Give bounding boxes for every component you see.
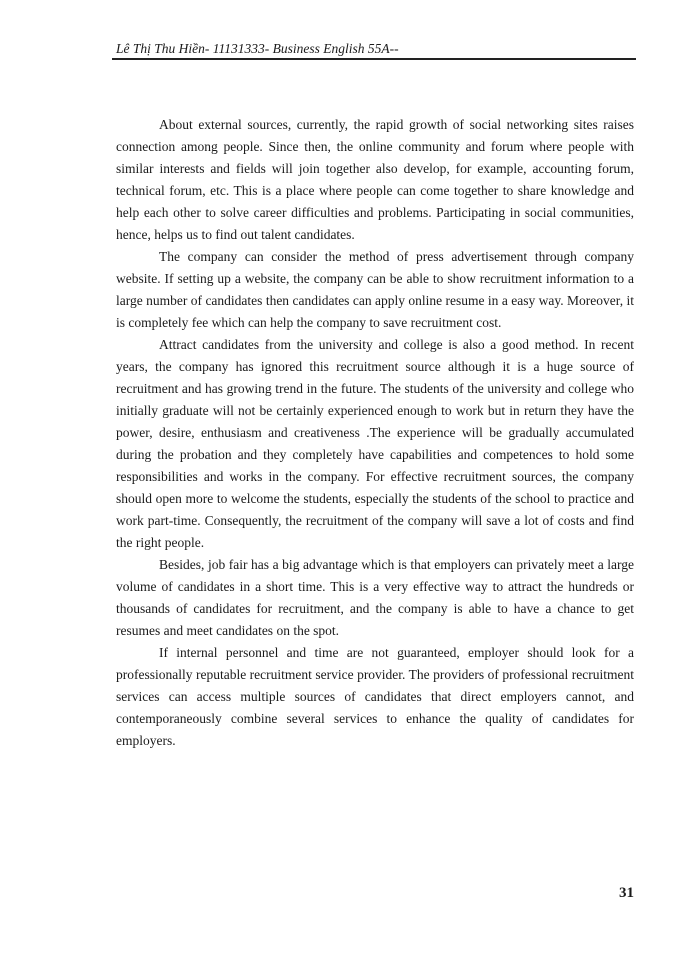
paragraph-job-fair: Besides, job fair has a big advantage which is that employers can privately meet a large volume of candidates in a short time. This is a very effective way to attract the hundreds or thousands of candidates for recruitment, and the company is able to have a chance to get resumes and meet candidates on the spot.	[116, 557, 634, 638]
page-number: 31	[619, 885, 634, 901]
paragraph-recruitment-service: If internal personnel and time are not guaranteed, employer should look for a professionally reputable recruitment service provider. The providers of professional recruitment services can access multiple sources of candidates that direct employers cannot, and contemporaneously combine several services to enhance the quality of candidates for employers.	[116, 645, 634, 748]
paragraph-external-sources: About external sources, currently, the rapid growth of social networking sites raises connection among people. Since then, the online community and forum where people with similar interests and fields will join together also develop, for example, accounting forum, technical forum, etc. This is a place where people can come together to share knowledge and help each other to solve career difficulties and problems. Participating in social communities, hence, helps us to find out talent candidates.	[116, 117, 634, 242]
body-text	[116, 114, 634, 752]
paragraph-university-candidates: Attract candidates from the university and college is also a good method. In recent years, the company has ignored this recruitment source although it is a huge source of recruitment and has growing trend in the future. The students of the university and college who initially graduate will not be certainly experienced enough to work but in return they have the power, desire, enthusiasm and creativeness .The experience will be gradually accumulated during the probation and they completely have capabilities and competences to hold some responsibilities and works in the company. For effective recruitment sources, the company should open more to welcome the students, especially the students of the school to practice and work part-time. Consequently, the recruitment of the company will save a lot of costs and find the right people.	[116, 337, 634, 550]
running-header: Lê Thị Thu Hiền- 11131333- Business English 55A--	[116, 41, 399, 56]
header-divider	[112, 58, 636, 60]
paragraph-company-website: The company can consider the method of press advertisement through company website. If setting up a website, the company can be able to show recruitment information to a large number of candidates then candidates can apply online resume in a easy way. Moreover, it is completely fee which can help the company to save recruitment cost.	[116, 249, 634, 330]
